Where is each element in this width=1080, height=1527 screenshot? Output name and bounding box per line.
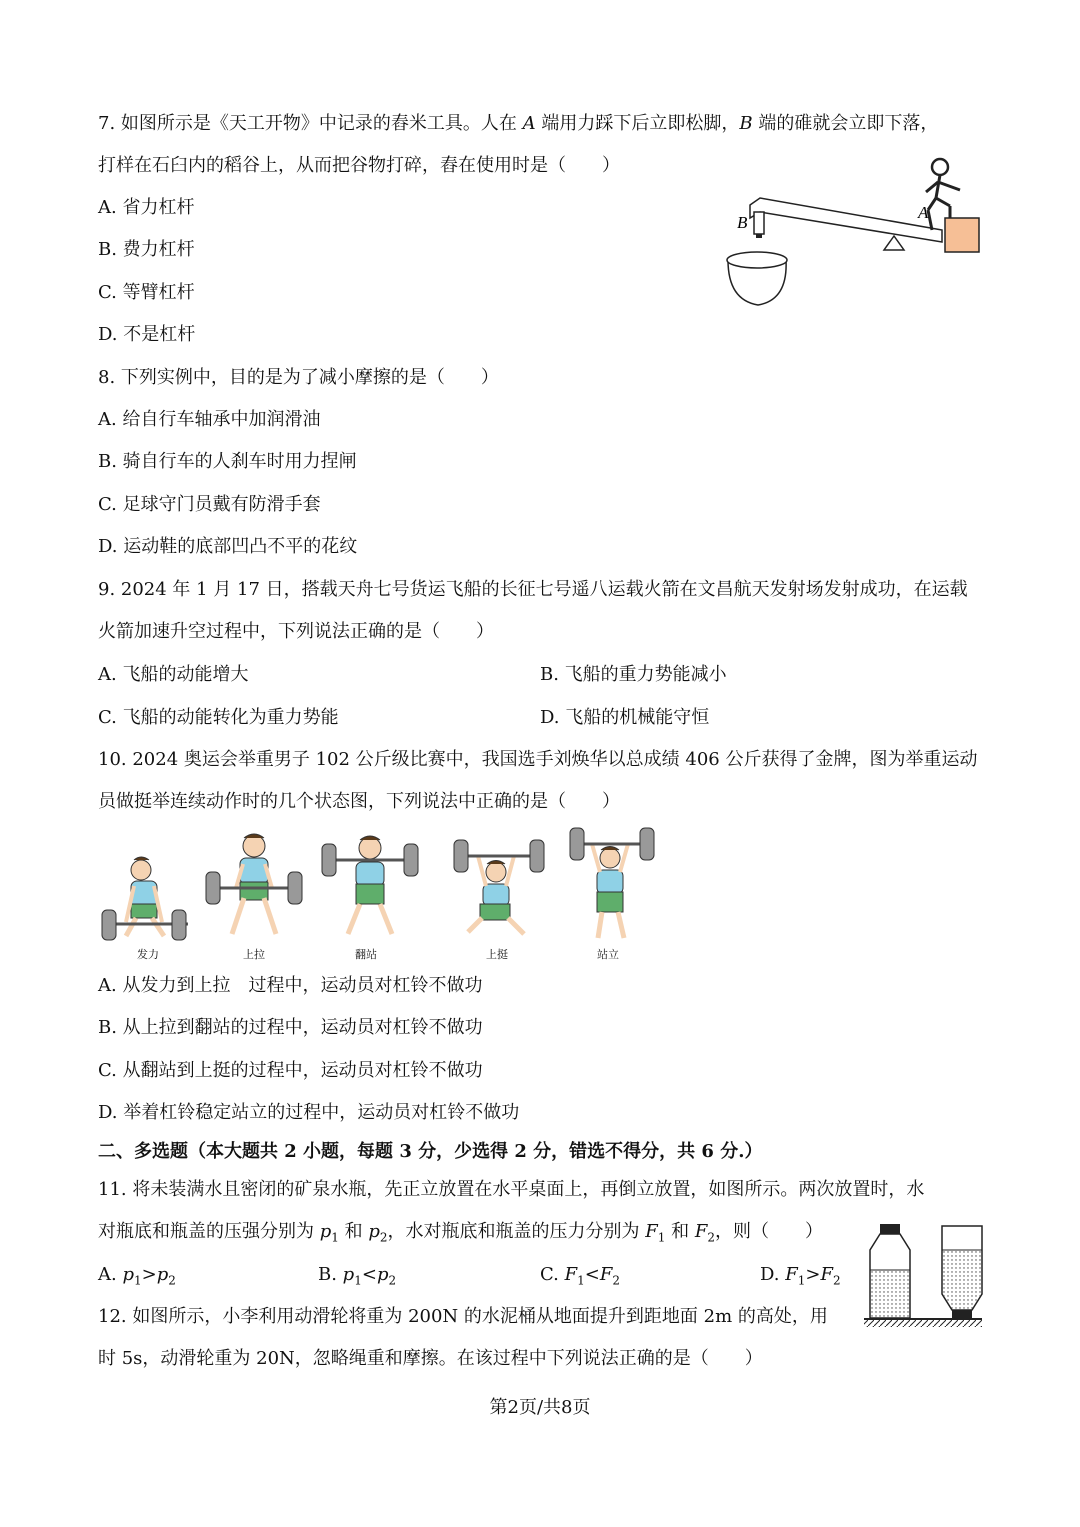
- q10-stem-line2: 员做挺举连续动作时的几个状态图，下列说法中正确的是（ ）: [98, 791, 620, 812]
- caption-shangting: 上挺: [486, 948, 508, 961]
- lifter-zhanli: [570, 828, 654, 938]
- q11-stem-line2: 对瓶底和瓶盖的压强分别为 $p_1$ 和 $p_2$，水对瓶底和瓶盖的压力分别为 $F_1$ 和 $F_2$，则（ ）: [98, 1221, 823, 1245]
- q7-fig-label-a: A: [918, 203, 929, 222]
- q7-lever-figure: [720, 150, 990, 310]
- q8-option-a[interactable]: A. 给自行车轴承中加润滑油: [98, 409, 321, 430]
- lifter-shangting: [454, 840, 544, 934]
- q11-stem-line1: 11. 将未装满水且密闭的矿泉水瓶，先正立放置在水平桌面上，再倒立放置，如图所示。两次放置时，水: [98, 1179, 925, 1200]
- q8-option-d[interactable]: D. 运动鞋的底部凹凸不平的花纹: [98, 536, 358, 557]
- page-number: 第2页/共8页: [489, 1397, 591, 1418]
- q11-option-a[interactable]: A. $p_1>p_2$: [98, 1264, 176, 1288]
- q10-option-c[interactable]: C. 从翻站到上挺的过程中，运动员对杠铃不做功: [98, 1060, 483, 1081]
- lifter-fanzhan: [322, 836, 418, 934]
- q8-option-b[interactable]: B. 骑自行车的人刹车时用力捏闸: [98, 451, 357, 472]
- q9-option-c[interactable]: C. 飞船的动能转化为重力势能: [98, 707, 339, 728]
- q10-stem-line1: 10. 2024 奥运会举重男子 102 公斤级比赛中，我国选手刘焕华以总成绩 406 公斤获得了金牌，图为举重运动: [98, 749, 978, 770]
- q7-option-a[interactable]: A. 省力杠杆: [98, 197, 195, 218]
- q7-fig-label-b: B: [737, 213, 748, 232]
- lifter-fali: [102, 857, 188, 940]
- q7-option-c[interactable]: C. 等臂杠杆: [98, 282, 195, 303]
- q7-option-b[interactable]: B. 费力杠杆: [98, 239, 195, 260]
- q10-option-b[interactable]: B. 从上拉到翻站的过程中，运动员对杠铃不做功: [98, 1017, 483, 1038]
- q7-option-d[interactable]: D. 不是杠杆: [98, 324, 196, 345]
- q11-option-b[interactable]: B. $p_1<p_2$: [318, 1264, 397, 1288]
- caption-shangla: 上拉: [243, 948, 265, 961]
- q9-option-d[interactable]: D. 飞船的机械能守恒: [540, 707, 710, 728]
- lifter-shangla: [206, 834, 302, 934]
- q12-stem-line1: 12. 如图所示，小李利用动滑轮将重为 200N 的水泥桶从地面提升到距地面 2m 的高处，用: [98, 1306, 828, 1327]
- q10-weightlifting-figure: [96, 826, 666, 946]
- q8-stem: 8. 下列实例中，目的是为了减小摩擦的是（ ）: [98, 367, 499, 388]
- q9-stem-line2: 火箭加速升空过程中，下列说法正确的是（ ）: [98, 621, 494, 642]
- q10-option-d[interactable]: D. 举着杠铃稳定站立的过程中，运动员对杠铃不做功: [98, 1102, 520, 1123]
- q9-option-b[interactable]: B. 飞船的重力势能减小: [540, 664, 727, 685]
- q10-option-a[interactable]: A. 从发力到上拉 过程中，运动员对杠铃不做功: [98, 975, 483, 996]
- section-multiple-choice: 二、多选题（本大题共 2 小题，每题 3 分，少选得 2 分，错选不得分，共 6 分.）: [98, 1141, 763, 1162]
- q7-stem-line1: 7. 如图所示是《天工开物》中记录的舂米工具。人在 A 端用力踩下后立即松脚，B 端的碓就会立即下落，: [98, 113, 939, 134]
- q7-stem-line2: 打样在石臼内的稻谷上，从而把谷物打碎，舂在使用时是（ ）: [98, 155, 620, 176]
- caption-fanzhan: 翻站: [355, 948, 377, 961]
- q11-option-d[interactable]: D. $F_1>F_2$: [760, 1264, 841, 1288]
- caption-zhanli: 站立: [597, 948, 619, 961]
- q9-stem-line1: 9. 2024 年 1 月 17 日，搭载天舟七号货运飞船的长征七号遥八运载火箭在文昌航天发射场发射成功，在运载: [98, 579, 968, 600]
- q12-stem-line2: 时 5s，动滑轮重为 20N，忽略绳重和摩擦。在该过程中下列说法正确的是（ ）: [98, 1348, 763, 1369]
- caption-fali: 发力: [137, 948, 159, 961]
- q8-option-c[interactable]: C. 足球守门员戴有防滑手套: [98, 494, 321, 515]
- q11-option-c[interactable]: C. $F_1<F_2$: [540, 1264, 620, 1288]
- q9-option-a[interactable]: A. 飞船的动能增大: [98, 664, 249, 685]
- q11-bottle-figure: [862, 1218, 984, 1330]
